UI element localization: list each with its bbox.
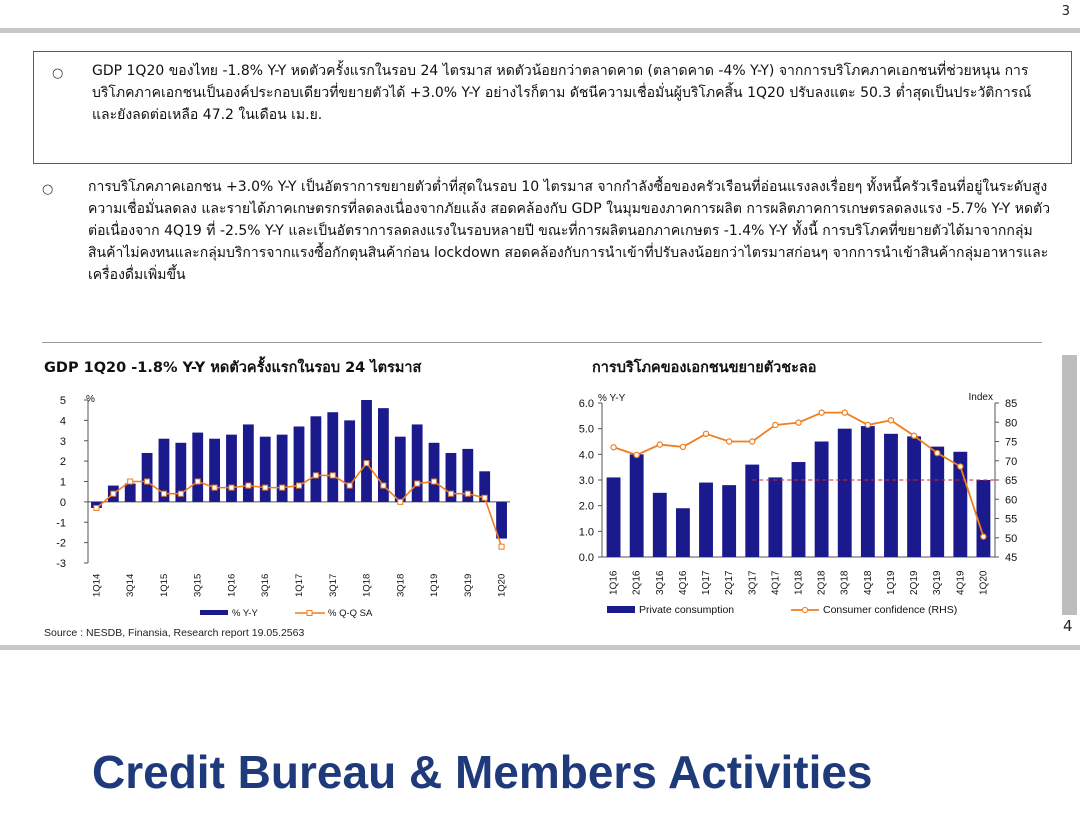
y-tick-label: 1 [59, 476, 66, 489]
legend-swatch-marker [802, 607, 807, 612]
x-tick-label: 1Q14 [91, 573, 103, 597]
y-right-tick-label: 80 [1005, 417, 1018, 430]
y-tick-label: -2 [56, 537, 66, 550]
bar [209, 439, 220, 502]
confidence-point [865, 422, 870, 427]
qq-point [94, 505, 99, 510]
bar [294, 426, 305, 501]
bar [277, 435, 288, 502]
confidence-point [703, 431, 708, 436]
qq-point [313, 473, 318, 478]
side-bar [1062, 355, 1077, 615]
bottom-divider [0, 645, 1080, 650]
x-tick-label: 3Q14 [125, 573, 137, 597]
legend-label: Private consumption [639, 604, 735, 616]
x-tick-label: 3Q17 [327, 573, 339, 597]
x-tick-label: 3Q18 [395, 573, 407, 597]
bar [768, 477, 782, 557]
bar [653, 493, 667, 557]
x-tick-label: 3Q15 [192, 573, 204, 597]
bar [496, 502, 507, 539]
x-tick-label: 3Q17 [747, 570, 759, 595]
x-tick-label: 1Q17 [294, 573, 305, 597]
y-right-tick-label: 85 [1005, 398, 1018, 410]
gdp-chart [40, 385, 520, 625]
bar [607, 477, 621, 557]
confidence-point [657, 442, 662, 447]
confidence-point [634, 452, 639, 457]
consumption-paragraph: การบริโภคภาคเอกชน +3.0% Y-Y เป็นอัตราการขยายตัวต่ำที่สุดในรอบ 10 ไตรมาส จากกำลังซื้อของครัวเรือนที่อ่อนแรงลงเรื่อยๆ ทั้งหนี้ครัวเรือนที่อยู่ในระดับสูง ความเชื่อมั่นลดลง และรายได้ภาคเกษตรกรที่ลดลงเนื่องจากภัยแล้ง สอดคล้องกับ GDP ในมุมของภาคการผลิต การผลิตภาคการเกษตรลดลงแรง -5.7% Y-Y หดตัวต่อเนื่องจาก 4Q19 ที่ -2.5% Y-Y และเป็นอัตราการลดลงแรงในรอบหลายปี ขณะที่การผลิตนอกภาคเกษตร -1.4% Y-Y ทั้งนี้ การบริโภคที่ขยายตัวได้มาจากกลุ่มสินค้าไม่คงทนและกลุ่มบริการจากแรงซื้อกักตุนสินค้าก่อน lockdown สอดคล้องกับการนำเข้าที่ปรับลงน้อยกว่าไตรมาสก่อนๆ จากการนำเข้าสินค้ากลุ่มอาหารและเครื่องดื่มเพิ่มขึ้น [88, 179, 1051, 283]
y-right-tick-label: 50 [1005, 532, 1018, 545]
consumption-chart [555, 385, 1018, 625]
qq-point [448, 491, 453, 496]
qq-point [212, 485, 217, 490]
bar [344, 420, 355, 502]
legend-swatch-bar [200, 610, 228, 615]
bar [361, 400, 372, 502]
qq-point [145, 479, 150, 484]
bar [815, 442, 829, 558]
side-page-number: 4 [1063, 617, 1073, 635]
source-note: Source : NESDB, Finansia, Research report 19.05.2563 [44, 627, 305, 639]
x-tick-label: 3Q16 [654, 570, 666, 595]
y-right-tick-label: 75 [1005, 436, 1018, 449]
bar [699, 483, 713, 557]
qq-point [381, 483, 386, 488]
bar [630, 454, 644, 557]
x-tick-label: 4Q16 [677, 570, 689, 595]
x-tick-label: 1Q17 [701, 570, 713, 595]
x-tick-label: 3Q19 [932, 570, 944, 595]
consumption-chart-title: การบริโภคของเอกชนขยายตัวชะลอ [592, 360, 817, 376]
y-tick-label: 3 [59, 435, 66, 448]
y-tick-label: 0 [59, 496, 66, 509]
qq-point [280, 485, 285, 490]
x-tick-label: 2Q16 [631, 570, 643, 595]
confidence-point [773, 422, 778, 427]
legend-swatch-marker [307, 611, 312, 616]
bar [429, 443, 440, 502]
x-tick-label: 2Q18 [816, 570, 828, 595]
y-tick-label: -3 [56, 558, 66, 570]
qq-point [297, 483, 302, 488]
confidence-point [958, 464, 963, 469]
x-tick-label: 4Q19 [955, 570, 967, 595]
qq-point [128, 479, 133, 484]
chart-separator [42, 342, 1042, 343]
confidence-point [796, 420, 801, 425]
qq-point [161, 491, 166, 496]
qq-point [432, 479, 437, 484]
y-tick-label: 6.0 [578, 398, 594, 410]
qq-point [415, 481, 420, 486]
y-tick-label: 2.0 [578, 500, 594, 513]
confidence-point [842, 410, 847, 415]
y-tick-label: 5 [59, 395, 66, 407]
y-unit-label: % Y-Y [598, 393, 626, 404]
bar [861, 426, 875, 557]
legend-swatch-bar [607, 606, 635, 613]
x-tick-label: 4Q18 [862, 570, 874, 595]
bar [226, 435, 237, 502]
y-tick-label: 2 [59, 456, 66, 469]
slide-title: Credit Bureau & Members Activities [92, 746, 873, 798]
confidence-point [680, 444, 685, 449]
x-tick-label: 1Q20 [496, 573, 508, 597]
bullet-marker: ○ [52, 66, 64, 81]
qq-point [482, 495, 487, 500]
top-page-number: 3 [1061, 4, 1070, 19]
x-tick-label: 4Q17 [770, 570, 782, 595]
y-tick-label: 4.0 [578, 449, 594, 462]
confidence-point [935, 450, 940, 455]
bar [260, 437, 271, 502]
bar [884, 434, 898, 557]
top-divider [0, 28, 1080, 33]
x-tick-label: 3Q16 [260, 573, 272, 597]
confidence-point [611, 445, 616, 450]
y-tick-label: 5.0 [578, 423, 594, 436]
confidence-point [750, 439, 755, 444]
qq-point [347, 483, 352, 488]
y-tick-label: 4 [59, 415, 66, 428]
x-tick-label: 2Q19 [909, 570, 921, 595]
y-right-tick-label: 65 [1005, 475, 1018, 487]
x-tick-label: 1Q18 [361, 573, 373, 597]
qq-point [330, 473, 335, 478]
bar [722, 485, 736, 557]
x-tick-label: 1Q16 [608, 570, 620, 595]
y-right-tick-label: 45 [1005, 552, 1018, 564]
x-tick-label: 1Q18 [793, 570, 805, 595]
y-right-tick-label: 55 [1005, 513, 1018, 526]
x-tick-label: 2Q17 [724, 570, 736, 595]
bar [327, 412, 338, 502]
y-tick-label: 0.0 [578, 552, 594, 564]
legend-label: % Y-Y [232, 608, 258, 619]
bar [745, 465, 759, 557]
legend-label: Consumer confidence (RHS) [823, 604, 958, 616]
confidence-point [981, 534, 986, 539]
x-tick-label: 1Q19 [429, 573, 441, 597]
y-right-tick-label: 60 [1005, 494, 1018, 507]
qq-point [246, 483, 251, 488]
qq-point [229, 485, 234, 490]
qq-point [398, 499, 403, 504]
highlight-paragraph: GDP 1Q20 ของไทย -1.8% Y-Y หดตัวครั้งแรกในรอบ 24 ไตรมาส หดตัวน้อยกว่าตลาดคาด (ตลาดคาด -4% Y-Y) จากการบริโภคภาคเอกชนที่ช่วยหนุน การบริโภคภาคเอกชนเป็นองค์ประกอบเดียวที่ขยายตัวได้ +3.0% Y-Y อย่างไรก็ตาม ดัชนีความเชื่อมั่นผู้บริโภคสิ้น 1Q20 ปรับลงแตะ 50.3 ต่ำสุดเป็นประวัติการณ์และยังลดต่อเหลือ 47.2 ในเดือน เม.ย. [92, 63, 1032, 123]
bullet-marker: ○ [42, 182, 54, 197]
qq-point [465, 491, 470, 496]
confidence-point [819, 410, 824, 415]
qq-point [263, 485, 268, 490]
bar [977, 480, 991, 557]
qq-point [364, 461, 369, 466]
bar [907, 436, 921, 557]
qq-point [499, 544, 504, 549]
bar [792, 462, 806, 557]
gdp-chart-title: GDP 1Q20 -1.8% Y-Y หดตัวครั้งแรกในรอบ 24 ไตรมาส [44, 360, 422, 376]
bar [412, 424, 423, 501]
y-tick-label: -1 [56, 517, 66, 530]
x-tick-label: 3Q19 [462, 573, 474, 597]
confidence-point [727, 439, 732, 444]
legend-label: % Q-Q SA [328, 608, 373, 619]
bar [142, 453, 153, 502]
bar [838, 429, 852, 557]
qq-point [195, 479, 200, 484]
bar [310, 416, 321, 502]
y-right-unit-label: Index [968, 392, 993, 403]
y-tick-label: 3.0 [578, 475, 594, 487]
x-tick-label: 1Q19 [885, 570, 897, 595]
bar [243, 424, 254, 501]
bar [395, 437, 406, 502]
bar [930, 447, 944, 557]
qq-point [111, 491, 116, 496]
x-tick-label: 3Q18 [839, 570, 851, 595]
x-tick-label: 1Q20 [978, 570, 990, 595]
bar [676, 508, 690, 557]
bar [192, 433, 203, 502]
y-unit-label: % [86, 394, 95, 405]
y-tick-label: 1.0 [578, 526, 594, 539]
x-tick-label: 1Q15 [158, 573, 170, 597]
bar [125, 484, 136, 502]
y-right-tick-label: 70 [1005, 455, 1018, 468]
confidence-point [888, 418, 893, 423]
x-tick-label: 1Q16 [226, 573, 238, 597]
confidence-point [911, 433, 916, 438]
qq-point [178, 491, 183, 496]
